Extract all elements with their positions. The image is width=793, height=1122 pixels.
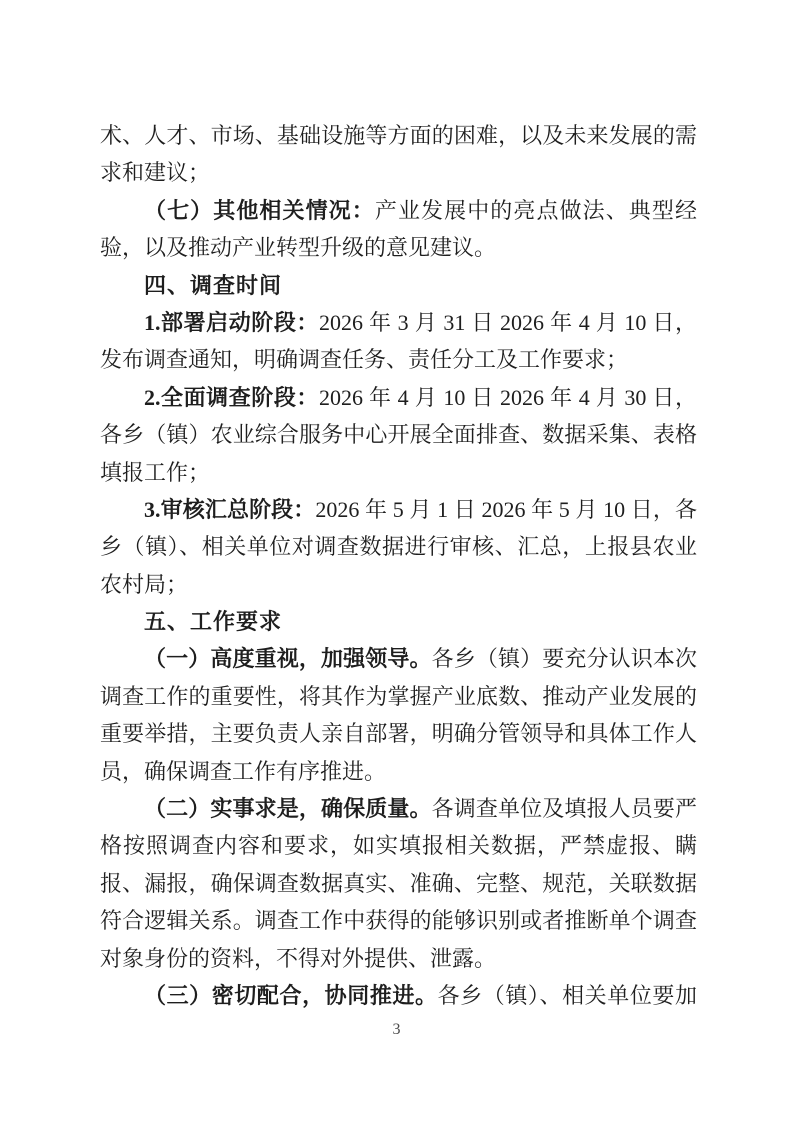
- text-run: 术、人才、市场、基础设施等方面的困难，以及未来发展的需: [100, 123, 697, 148]
- text-run: 符合逻辑关系。调查工作中获得的能够识别或者推断单个调查: [100, 908, 697, 934]
- text-run: 各乡（镇）要充分认识本次: [431, 646, 697, 672]
- text-run: 2026 年 5 月 1 日 2026 年 5 月 10 日，各: [315, 496, 697, 522]
- text-line: [100, 977, 697, 1014]
- text-line: [100, 902, 697, 939]
- text-line: [100, 304, 697, 341]
- text-run: 乡（镇）、相关单位对调查数据进行审核、汇总，上报县农业: [100, 534, 697, 560]
- bold-text-run: 1.部署启动阶段：: [144, 309, 319, 335]
- bold-text-run: 2.全面调查阶段：: [144, 384, 319, 410]
- text-line: [100, 566, 697, 603]
- text-line: [100, 640, 697, 677]
- document-body: [100, 117, 697, 1014]
- text-line: [100, 192, 697, 229]
- text-line: [100, 940, 697, 977]
- text-run: 员，确保调查工作有序推进。: [100, 758, 387, 784]
- text-run: 2026 年 4 月 10 日 2026 年 4 月 30 日，: [318, 384, 697, 410]
- text-run: 各乡（镇）、相关单位要加: [437, 982, 697, 1008]
- text-run: 求和建议；: [100, 160, 211, 186]
- bold-text-run: （二）实事求是，确保质量。: [144, 796, 432, 822]
- text-run: 对象身份的资料，不得对外提供、泄露。: [100, 945, 497, 971]
- section-heading: [100, 603, 697, 640]
- text-line: [100, 865, 697, 902]
- bold-text-run: （三）密切配合，协同推进。: [144, 982, 438, 1008]
- text-line: [100, 491, 697, 528]
- section-heading: [100, 267, 697, 304]
- text-run: 各乡（镇）农业综合服务中心开展全面排查、数据采集、表格: [100, 422, 697, 448]
- text-run: 报、漏报，确保调查数据真实、准确、完整、规范，关联数据: [100, 870, 697, 896]
- text-run: 格按照调查内容和要求，如实填报相关数据，严禁虚报、瞒: [100, 833, 697, 859]
- bold-text-run: （一）高度重视，加强领导。: [144, 646, 432, 672]
- text-line: [100, 715, 697, 752]
- text-run: 发布调查通知，明确调查任务、责任分工及工作要求；: [100, 347, 629, 373]
- text-line: [100, 341, 697, 378]
- text-run: 产业发展中的亮点做法、典型经: [374, 197, 697, 223]
- text-line: [100, 790, 697, 827]
- text-run: 重要举措，主要负责人亲自部署，明确分管领导和具体工作人: [100, 721, 697, 747]
- text-line: [100, 454, 697, 491]
- text-line: [100, 528, 697, 565]
- text-run: 四、调查时间: [144, 272, 283, 298]
- bold-text-run: （七）其他相关情况：: [144, 197, 375, 223]
- text-line: [100, 117, 697, 154]
- text-line: [100, 416, 697, 453]
- text-run: 2026 年 3 月 31 日 2026 年 4 月 10 日，: [318, 309, 697, 335]
- bold-text-run: 3.审核汇总阶段：: [144, 496, 316, 522]
- text-line: [100, 827, 697, 864]
- text-run: 验，以及推动产业转型升级的意见建议。: [100, 235, 497, 261]
- text-line: [100, 753, 697, 790]
- text-run: 农村局；: [100, 571, 189, 597]
- text-run: 填报工作；: [100, 459, 211, 485]
- text-run: 调查工作的重要性，将其作为掌握产业底数、推动产业发展的: [100, 683, 697, 709]
- text-run: 各调查单位及填报人员要严: [431, 796, 697, 822]
- text-line: [100, 678, 697, 715]
- page-number: 3: [392, 1021, 401, 1038]
- text-run: 五、工作要求: [144, 609, 283, 635]
- text-line: [100, 154, 697, 191]
- text-line: [100, 229, 697, 266]
- text-line: [100, 379, 697, 416]
